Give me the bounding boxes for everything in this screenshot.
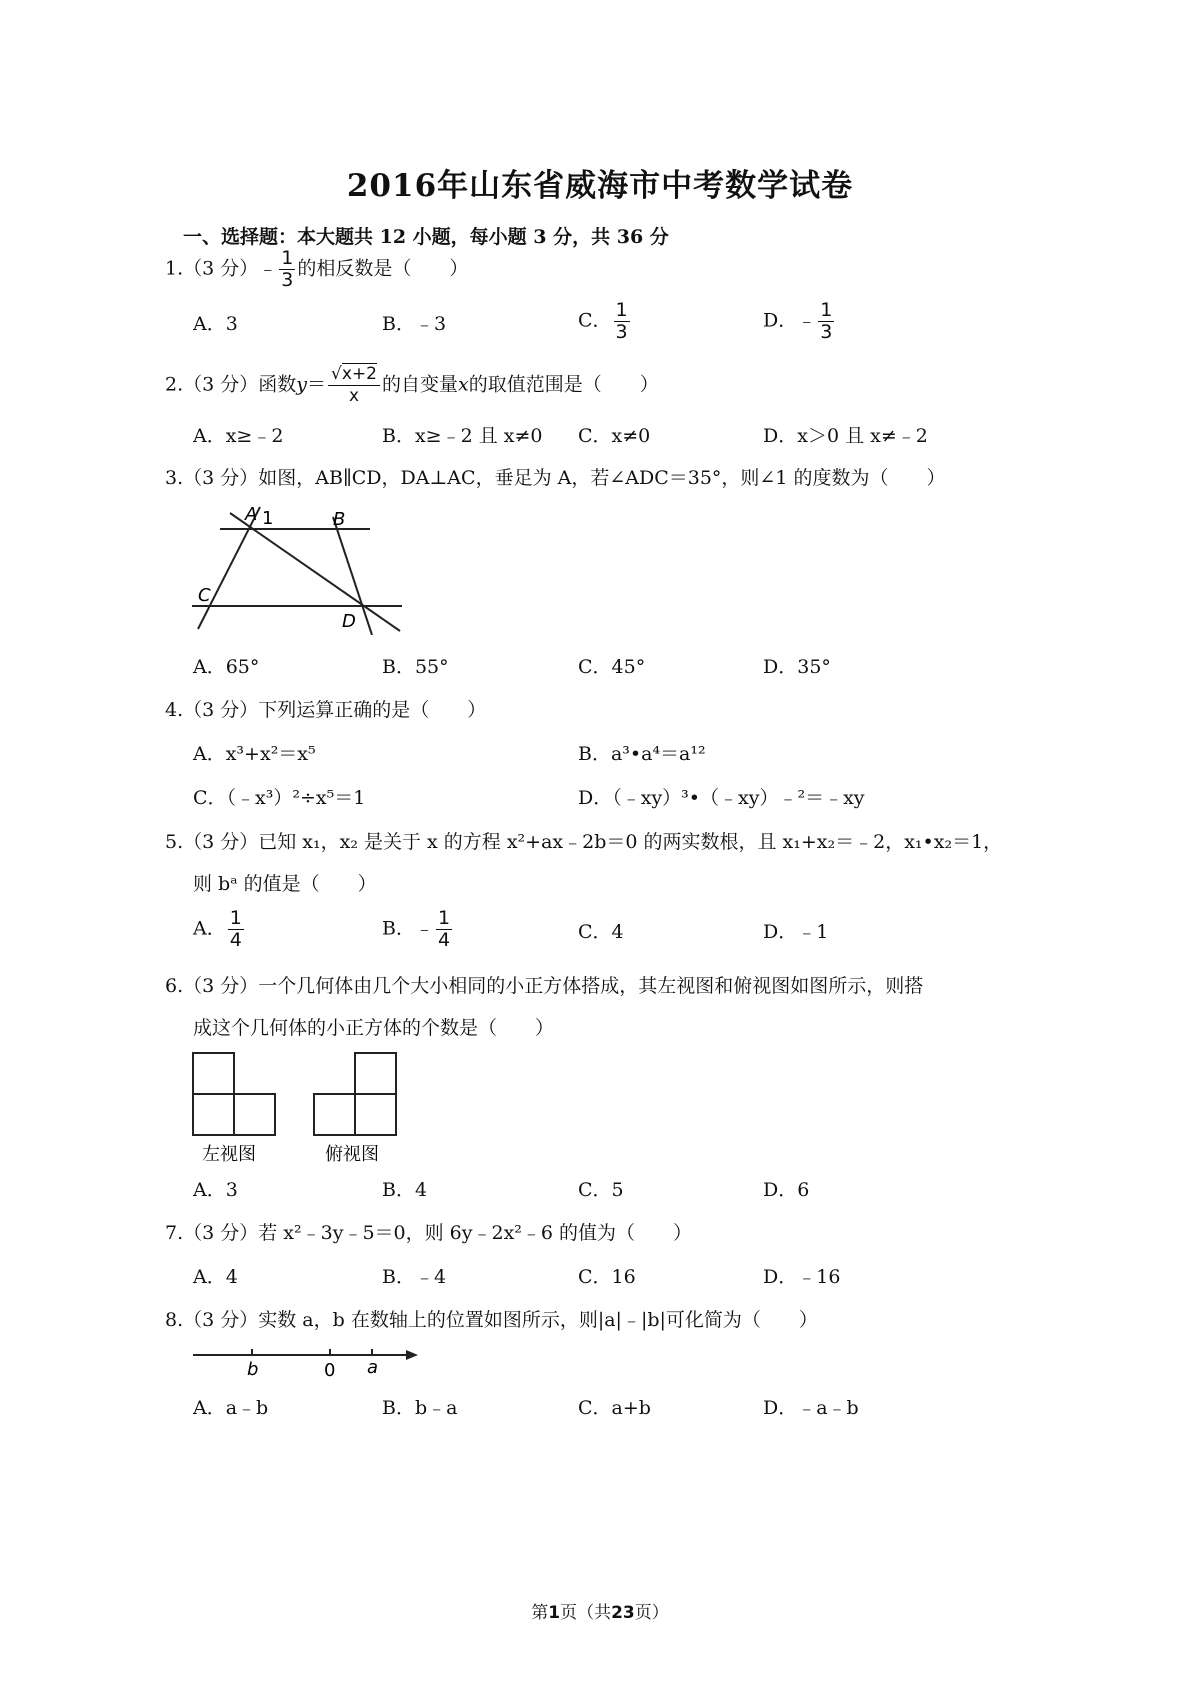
q8-option-d: D．﹣a﹣b	[763, 1397, 859, 1419]
q3-option-a: A．65°	[193, 656, 260, 678]
question-1-text: 的相反数是（ ）	[297, 257, 469, 280]
line-ad	[230, 513, 400, 631]
question-7: 7.（3 分）若 x²﹣3y﹣5＝0，则 6y﹣2x²﹣6 的值为（ ）	[165, 1222, 693, 1244]
q4-option-a: A．x³+x²＝x⁵	[193, 743, 316, 765]
left-view-label: 左视图	[202, 1144, 256, 1165]
question-5-line-2: 则 bᵃ 的值是（ ）	[193, 873, 377, 895]
q3-option-b: B．55°	[382, 656, 449, 678]
q5-option-a-fraction: $\frac{1}{4}$	[229, 907, 242, 951]
q1-option-d: D．﹣ $\frac{1}{3}$	[763, 299, 833, 343]
question-2: 2.（3 分）函数y＝ $\frac{√x+2}{x}$ 的自变量x的取值范围是（ ）	[165, 364, 659, 406]
q7-option-c: C．16	[578, 1266, 636, 1288]
question-6-line-1: 6.（3 分）一个几何体由几个大小相同的小正方体搭成，其左视图和俯视图如图所示，则搭	[165, 975, 924, 997]
label-1: 1	[262, 508, 274, 529]
q3-figure-parallel-lines	[190, 505, 405, 635]
q2-option-c: C．x≠0	[578, 425, 651, 447]
q6-option-d: D．6	[763, 1179, 810, 1201]
label-a: a	[367, 1357, 379, 1378]
q8-option-b: B．b﹣a	[382, 1397, 458, 1419]
q7-option-a: A．4	[193, 1266, 238, 1288]
question-1-number: 1.（3 分）	[165, 257, 259, 280]
q7-option-b: B．﹣4	[382, 1266, 447, 1288]
top-view-label: 俯视图	[325, 1144, 379, 1165]
q5-option-b-fraction: $\frac{1}{4}$	[437, 907, 451, 951]
q3-option-c: C．45°	[578, 656, 646, 678]
question-3: 3.（3 分）如图，AB∥CD，DA⊥AC，垂足为 A，若∠ADC＝35°，则∠1 的度数为（ ）	[165, 467, 946, 489]
q8-option-c: C．a+b	[578, 1397, 651, 1419]
q8-option-a: A．a﹣b	[193, 1397, 269, 1419]
label-zero: 0	[324, 1360, 336, 1380]
q7-option-d: D．﹣16	[763, 1266, 841, 1288]
q1-option-a: A．3	[193, 313, 238, 335]
top-view-figure	[314, 1053, 396, 1135]
q4-option-b: B．a³•a⁴＝a¹²	[578, 743, 706, 765]
question-1	[165, 248, 468, 291]
question-1-fraction: $\frac{1}{3}$	[281, 247, 294, 291]
label-d: D	[342, 611, 356, 632]
question-8: 8.（3 分）实数 a，b 在数轴上的位置如图所示，则|a|﹣|b|可化简为（ ）	[165, 1309, 818, 1331]
q5-option-b: B．﹣ $\frac{1}{4}$	[382, 907, 451, 951]
page-total: 23	[611, 1603, 635, 1623]
q1-option-c: C． $\frac{1}{3}$	[578, 299, 628, 343]
q3-option-d: D．35°	[763, 656, 831, 678]
question-6-line-2: 成这个几何体的小正方体的个数是（ ）	[193, 1017, 555, 1039]
q1-option-b: B．﹣3	[382, 313, 447, 335]
question-1-neg: ﹣	[258, 257, 278, 280]
label-a: A	[245, 505, 258, 525]
q5-option-a: A． $\frac{1}{4}$	[193, 907, 242, 951]
q1-option-c-fraction: $\frac{1}{3}$	[615, 299, 628, 343]
q6-figure-views	[190, 1050, 410, 1168]
label-c: C	[198, 585, 211, 606]
section-heading: 一、选择题：本大题共 12 小题，每小题 3 分，共 36 分	[183, 226, 669, 248]
question-2-fraction: $\frac{√x+2}{x}$	[328, 364, 380, 407]
question-4: 4.（3 分）下列运算正确的是（ ）	[165, 699, 487, 721]
q6-option-a: A．3	[193, 1179, 238, 1201]
q2-option-d: D．x＞0 且 x≠﹣2	[763, 425, 928, 447]
q5-option-d: D．﹣1	[763, 921, 829, 943]
line-ac	[198, 507, 260, 629]
q4-option-d: D．（﹣xy）³•（﹣xy）﹣²＝﹣xy	[578, 787, 865, 809]
question-5-line-1: 5.（3 分）已知 x₁，x₂ 是关于 x 的方程 x²+ax﹣2b＝0 的两实数根，且 x₁+x₂＝﹣2，x₁•x₂＝1，	[165, 831, 1003, 853]
q2-option-b: B．x≥﹣2 且 x≠0	[382, 425, 543, 447]
q6-option-b: B．4	[382, 1179, 428, 1201]
q1-option-d-fraction: $\frac{1}{3}$	[820, 299, 833, 343]
page-footer: 第1页（共23页）	[531, 1603, 669, 1623]
q5-option-c: C．4	[578, 921, 624, 943]
page-number: 1	[548, 1603, 561, 1623]
q6-option-c: C．5	[578, 1179, 624, 1201]
left-view-figure	[193, 1053, 275, 1135]
label-b: B	[333, 509, 346, 530]
q2-option-a: A．x≥﹣2	[193, 425, 284, 447]
page-title: 2016年山东省威海市中考数学试卷	[346, 168, 854, 204]
q8-number-line	[190, 1346, 425, 1380]
q4-option-c: C．（﹣x³）²÷x⁵＝1	[193, 787, 366, 809]
label-b: b	[247, 1359, 259, 1380]
